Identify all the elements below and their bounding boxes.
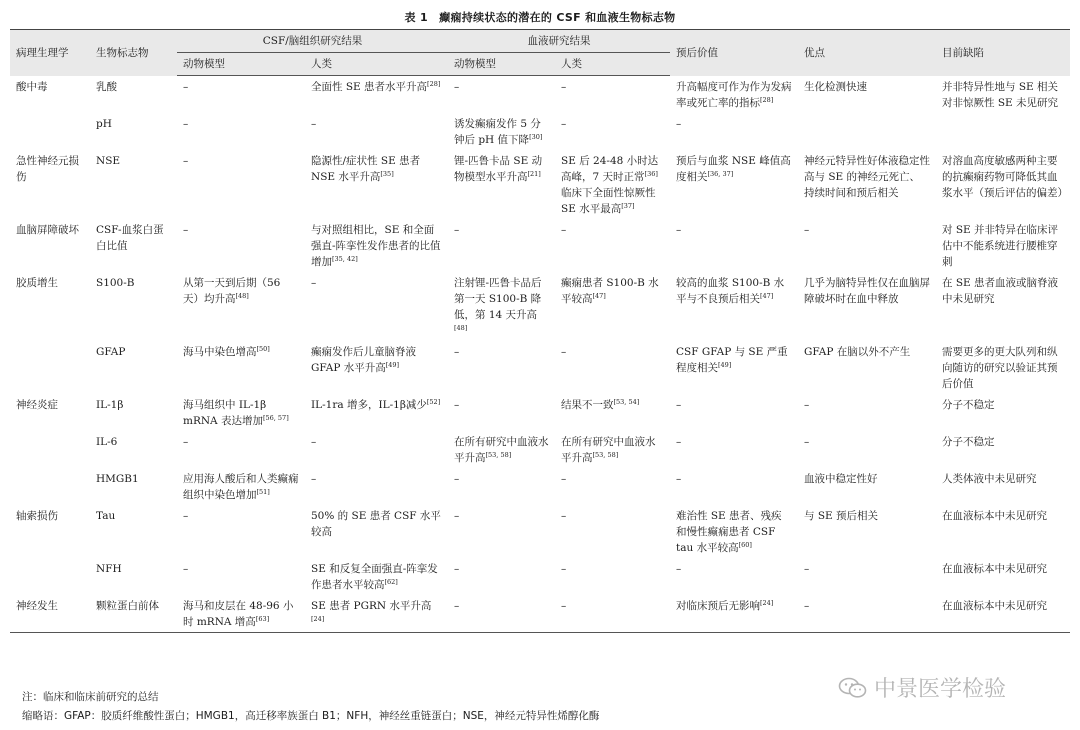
cell-blood-human-text: – [561,509,567,522]
cell-prognosis [670,219,798,272]
cell-biomarker-text: CSF-血浆白蛋白比值 [96,223,164,252]
cell-csf-animal-text: – [183,562,189,575]
cell-csf-human [305,219,448,272]
reference-mark: [53, 54] [613,397,640,406]
cell-pathophysiology [10,595,90,633]
reference-mark: [52] [426,397,441,406]
cell-biomarker [90,505,177,558]
cell-blood-animal [448,468,555,505]
cell-pathophysiology [10,468,90,505]
table-row [10,113,1070,150]
cell-pathophysiology [10,150,90,219]
cell-pathophysiology [10,431,90,468]
cell-pathophysiology-text: 血脑屏障破坏 [16,223,79,236]
cell-biomarker [90,341,177,394]
reference-mark: [49] [385,360,400,369]
cell-blood-animal-text: – [454,398,460,411]
reference-mark: [48] [454,323,468,332]
cell-csf-animal-text: 海马中染色增高 [183,345,257,358]
cell-defect [936,558,1070,595]
cell-advantage [798,219,936,272]
cell-biomarker [90,76,177,113]
table-row [10,76,1070,113]
cell-defect-text: 分子不稳定 [942,435,995,448]
reference-mark: [48] [235,291,249,300]
cell-biomarker-text: NFH [96,562,122,575]
table-title: 表 1 癫痫持续状态的潜在的 CSF 和血液生物标志物 [404,11,676,24]
table-row [10,219,1070,272]
cell-defect [936,219,1070,272]
cell-blood-animal [448,595,555,633]
cell-csf-human [305,150,448,219]
cell-advantage-text: – [804,398,810,411]
cell-csf-animal-text: – [183,154,189,167]
cell-advantage [798,431,936,468]
cell-pathophysiology [10,272,90,341]
cell-csf-animal-text: – [183,81,189,93]
cell-csf-human-text: – [311,435,317,448]
cell-pathophysiology-text: 神经发生 [16,599,58,612]
cell-csf-human-text: 50% 的 SE 患者 CSF 水平较高 [311,509,441,538]
cell-defect-text: 分子不稳定 [942,398,995,411]
reference-mark: [30] [529,132,543,141]
cell-blood-animal [448,558,555,595]
cell-pathophysiology [10,113,90,150]
cell-prognosis-text: – [676,435,682,448]
header-csf-animal: 动物模型 [177,53,305,76]
cell-pathophysiology-text: 轴索损伤 [16,509,58,522]
reference-mark: [62] [384,577,398,586]
cell-blood-human [555,113,670,150]
reference-mark: [35, 42] [332,254,358,263]
cell-blood-animal [448,394,555,431]
cell-advantage-text: 血液中稳定性好 [804,472,878,485]
cell-defect [936,468,1070,505]
cell-biomarker-text: GFAP [96,345,126,358]
cell-defect-text: 在血液标本中未见研究 [942,562,1047,575]
cell-blood-human-text: 结果不一致 [561,398,614,411]
cell-prognosis [670,341,798,394]
cell-advantage-text: – [804,223,810,236]
header-csf-group: CSF/脑组织研究结果 [177,30,448,53]
cell-blood-human [555,272,670,341]
table-notes [22,688,599,726]
cell-biomarker [90,468,177,505]
cell-defect-text: 对溶血高度敏感两种主要的抗癫痫药物可降低其血浆水平（预后评估的偏差） [942,154,1068,199]
cell-pathophysiology [10,394,90,431]
cell-biomarker-text: Tau [96,509,116,522]
cell-csf-animal-text: 从第一天到后期（56 天）均升高 [183,276,281,305]
cell-pathophysiology [10,76,90,113]
header-biomarker: 生物标志物 [90,30,177,76]
reference-mark: [49] [718,360,732,369]
cell-prognosis [670,272,798,341]
cell-blood-animal-text: – [454,509,460,522]
cell-prognosis-text: 预后与血浆 NSE 峰值高度相关 [676,154,791,183]
cell-biomarker-text: IL-6 [96,435,118,448]
cell-prognosis [670,76,798,113]
cell-biomarker-text: pH [96,117,112,130]
cell-defect [936,150,1070,219]
cell-biomarker-text: 颗粒蛋白前体 [96,599,159,612]
cell-advantage [798,341,936,394]
table-row [10,431,1070,468]
cell-blood-animal [448,113,555,150]
header-csf-human: 人类 [305,53,448,76]
cell-defect [936,76,1070,113]
cell-blood-animal-text: – [454,599,460,612]
cell-blood-human [555,505,670,558]
cell-blood-human-text: 癫痫患者 S100-B 水平较高 [561,276,659,305]
cell-advantage [798,113,936,150]
reference-mark: [53, 58] [485,450,512,459]
cell-prognosis-text: – [676,223,682,236]
cell-csf-human-text: 隐源性/症状性 SE 患者 NSE 水平升高 [311,154,421,183]
cell-prognosis [670,431,798,468]
watermark-text: 中景医学检验 [874,677,1007,702]
table-row [10,394,1070,431]
cell-prognosis [670,595,798,633]
cell-csf-human-text: – [311,117,317,130]
cell-csf-animal-text: – [183,435,189,448]
cell-csf-human-text: SE 患者 PGRN 水平升高 [311,599,432,612]
cell-biomarker [90,558,177,595]
cell-prognosis [670,113,798,150]
cell-advantage [798,468,936,505]
cell-csf-human [305,76,448,113]
cell-blood-human-text: SE 后 24-48 小时达高峰，7 天时正常 [561,154,659,183]
cell-blood-animal [448,431,555,468]
cell-csf-human [305,113,448,150]
cell-prognosis [670,558,798,595]
cell-blood-animal [448,341,555,394]
cell-advantage-text: 与 SE 预后相关 [804,509,879,522]
cell-csf-human-text: IL-1ra 增多，IL-1β减少 [311,398,427,411]
cell-blood-human-text: – [561,562,567,575]
cell-csf-animal [177,341,305,394]
cell-advantage-text: 神经元特异性好体液稳定性高与 SE 的神经元死亡、持续时间和预后相关 [804,154,930,199]
cell-csf-human [305,394,448,431]
reference-mark: [21] [527,169,541,178]
cell-biomarker [90,272,177,341]
cell-blood-human [555,76,670,113]
cell-defect [936,113,1070,150]
cell-blood-animal-text: 注射锂-匹鲁卡品后第一天 S100-B 降低，第 14 天升高 [454,276,542,321]
cell-csf-animal-text: 海马和皮层在 48-96 小时 mRNA 增高 [183,599,294,628]
reference-mark: [53, 58] [592,450,619,459]
cell-pathophysiology [10,505,90,558]
cell-blood-animal-text: 锂-匹鲁卡品 SE 动物模型水平升高 [454,154,543,183]
cell-prognosis [670,505,798,558]
cell-csf-human-text: – [311,276,317,289]
cell-csf-animal-text: – [183,509,189,522]
cell-blood-human [555,595,670,633]
header-blood-human: 人类 [555,53,670,76]
cell-blood-human [555,150,670,219]
cell-csf-animal [177,558,305,595]
cell-csf-animal [177,76,305,113]
biomarker-table [10,29,1070,633]
cell-csf-animal [177,272,305,341]
cell-defect-text: 并非特异性地与 SE 相关对非惊厥性 SE 未见研究 [942,80,1059,109]
header-pathophysiology: 病理生理学 [10,30,90,76]
cell-biomarker-text: HMGB1 [96,472,139,485]
cell-csf-animal [177,468,305,505]
cell-pathophysiology [10,341,90,394]
cell-defect [936,272,1070,341]
reference-mark: [24] [760,598,774,607]
cell-defect-text: 在 SE 患者血液或脑脊液中未见研究 [942,276,1059,305]
cell-blood-animal [448,505,555,558]
watermark [838,672,1006,703]
header-blood-group: 血液研究结果 [448,30,670,53]
cell-pathophysiology-text: 急性神经元损伤 [16,154,79,183]
cell-biomarker [90,113,177,150]
reference-mark: [28] [427,80,441,88]
reference-mark: [56, 57] [262,413,289,422]
cell-defect-text: 对 SE 并非特异在临床评估中不能系统进行腰椎穿刺 [942,223,1059,268]
cell-csf-human-text: – [311,472,317,485]
cell-defect [936,431,1070,468]
cell-prognosis-text: 难治性 SE 患者、残疾和慢性癫痫患者 CSF tau 水平较高 [676,509,782,554]
cell-blood-animal-text: – [454,81,460,93]
cell-csf-human [305,341,448,394]
cell-blood-human-text-extra: 临床下全面性惊厥性 SE 水平最高 [561,186,656,215]
cell-blood-human-text: 在所有研究中血液水平升高 [561,435,656,464]
cell-csf-animal-text: – [183,117,189,130]
cell-defect-text: 在血液标本中未见研究 [942,599,1047,612]
cell-blood-human-text: – [561,223,567,236]
cell-blood-animal [448,219,555,272]
cell-biomarker [90,431,177,468]
table-row [10,595,1070,633]
cell-advantage-text: 几乎为脑特异性仅在血脑屏障破坏时在血中释放 [804,276,930,305]
reference-mark: [28] [760,95,774,104]
reference-mark: [47] [592,291,606,300]
header-defect: 目前缺陷 [936,30,1070,76]
reference-mark: [24] [311,614,325,623]
cell-biomarker [90,150,177,219]
cell-defect [936,341,1070,394]
cell-blood-animal-text: – [454,345,460,358]
wechat-icon [838,676,868,700]
table-row [10,505,1070,558]
cell-prognosis [670,394,798,431]
cell-pathophysiology [10,558,90,595]
cell-csf-human [305,272,448,341]
cell-blood-animal [448,76,555,113]
cell-blood-human [555,431,670,468]
cell-biomarker-text: S100-B [96,276,135,289]
reference-mark: [37] [621,201,635,210]
cell-blood-human [555,558,670,595]
table-row [10,468,1070,505]
cell-csf-animal [177,394,305,431]
cell-csf-animal-text: – [183,223,189,236]
cell-blood-human-text: – [561,81,567,93]
note-summary: 注：临床和临床前研究的总结 [22,691,159,703]
cell-prognosis-text: – [676,398,682,411]
cell-biomarker [90,394,177,431]
table-row [10,272,1070,341]
cell-blood-human-text: – [561,599,567,612]
reference-mark: [50] [256,344,270,353]
cell-blood-human [555,219,670,272]
cell-blood-human-text: – [561,345,567,358]
cell-advantage-text: GFAP 在脑以外不产生 [804,345,911,358]
cell-csf-human [305,595,448,633]
cell-defect-text: 需要更多的更大队列和纵向随访的研究以验证其预后价值 [942,345,1058,390]
cell-blood-animal [448,150,555,219]
cell-csf-human [305,431,448,468]
cell-prognosis-text: – [676,472,682,485]
cell-csf-animal [177,150,305,219]
table-row [10,558,1070,595]
cell-advantage [798,150,936,219]
cell-advantage [798,394,936,431]
cell-csf-animal-text: 应用海人酸后和人类癫痫组织中染色增加 [183,472,299,501]
cell-biomarker-text: 乳酸 [96,80,117,93]
cell-blood-animal-text: 在所有研究中血液水平升高 [454,435,549,464]
table-row [10,341,1070,394]
cell-advantage [798,558,936,595]
cell-biomarker [90,219,177,272]
cell-csf-animal [177,431,305,468]
cell-prognosis-text: – [676,117,682,130]
header-prognosis: 预后价值 [670,30,798,76]
cell-biomarker-text: IL-1β [96,398,124,411]
reference-mark: [35] [380,169,394,178]
reference-mark: [36, 37] [707,169,734,178]
cell-prognosis-text: 较高的血浆 S100-B 水平与不良预后相关 [676,276,785,305]
cell-advantage [798,76,936,113]
cell-blood-animal-text: – [454,223,460,236]
cell-csf-animal [177,595,305,633]
cell-csf-human-text: 癫痫发作后儿童脑脊液 GFAP 水平升高 [311,345,416,374]
cell-pathophysiology-text: 酸中毒 [16,80,48,93]
cell-csf-animal-text: 海马组织中 IL-1β mRNA 表达增加 [183,398,267,427]
table-row [10,150,1070,219]
cell-csf-human [305,468,448,505]
header-advantage: 优点 [798,30,936,76]
cell-advantage-text: – [804,435,810,448]
cell-blood-human-text: – [561,117,567,130]
cell-advantage-text: 生化检测快速 [804,80,867,93]
cell-csf-human-text: 全面性 SE 患者水平升高 [311,81,428,93]
cell-defect-text: 在血液标本中未见研究 [942,509,1047,522]
cell-csf-human-text: SE 和反复全面强直-阵挛发作患者水平较高 [311,562,438,591]
cell-csf-human [305,505,448,558]
cell-prognosis-text: – [676,562,682,575]
cell-blood-animal [448,272,555,341]
cell-biomarker [90,595,177,633]
cell-advantage [798,595,936,633]
cell-defect [936,394,1070,431]
header-row-group [10,30,1070,53]
cell-prognosis-text: 升高幅度可作为作为发病率或死亡率的指标 [676,80,792,109]
cell-csf-animal [177,505,305,558]
cell-csf-human-text: 与对照组相比，SE 和全面强直-阵挛性发作患者的比值增加 [311,223,441,268]
cell-pathophysiology-text: 神经炎症 [16,398,58,411]
reference-mark: [51] [256,487,270,496]
header-blood-animal: 动物模型 [448,53,555,76]
cell-blood-human [555,341,670,394]
cell-defect-text: 人类体液中未见研究 [942,472,1037,485]
cell-blood-animal-text: – [454,472,460,485]
cell-advantage [798,272,936,341]
cell-biomarker-text: NSE [96,154,121,167]
cell-blood-animal-text: 诱发癫痫发作 5 分钟后 pH 值下降 [454,117,541,146]
reference-mark: [60] [738,540,752,549]
cell-csf-human [305,558,448,595]
cell-pathophysiology [10,219,90,272]
cell-blood-animal-text: – [454,562,460,575]
cell-csf-animal [177,113,305,150]
cell-blood-human [555,468,670,505]
reference-mark: [47] [760,291,774,300]
reference-mark: [63] [255,614,270,623]
cell-advantage-text: – [804,562,810,575]
cell-csf-animal [177,219,305,272]
cell-prognosis [670,468,798,505]
cell-prognosis-text: 对临床预后无影响 [676,599,760,612]
cell-advantage-text: – [804,599,810,612]
reference-mark: [36] [644,169,658,178]
cell-advantage [798,505,936,558]
cell-prognosis [670,150,798,219]
cell-pathophysiology-text: 胶质增生 [16,276,58,289]
cell-defect [936,595,1070,633]
cell-blood-human-text: – [561,472,567,485]
note-abbreviations: 缩略语：GFAP：胶质纤维酸性蛋白；HMGB1，高迁移率族蛋白 B1；NFH，神经丝重链蛋白；NSE，神经元特异性烯醇化酶 [22,710,600,722]
cell-blood-human [555,394,670,431]
cell-prognosis-text: CSF GFAP 与 SE 严重程度相关 [676,345,788,374]
cell-defect [936,505,1070,558]
